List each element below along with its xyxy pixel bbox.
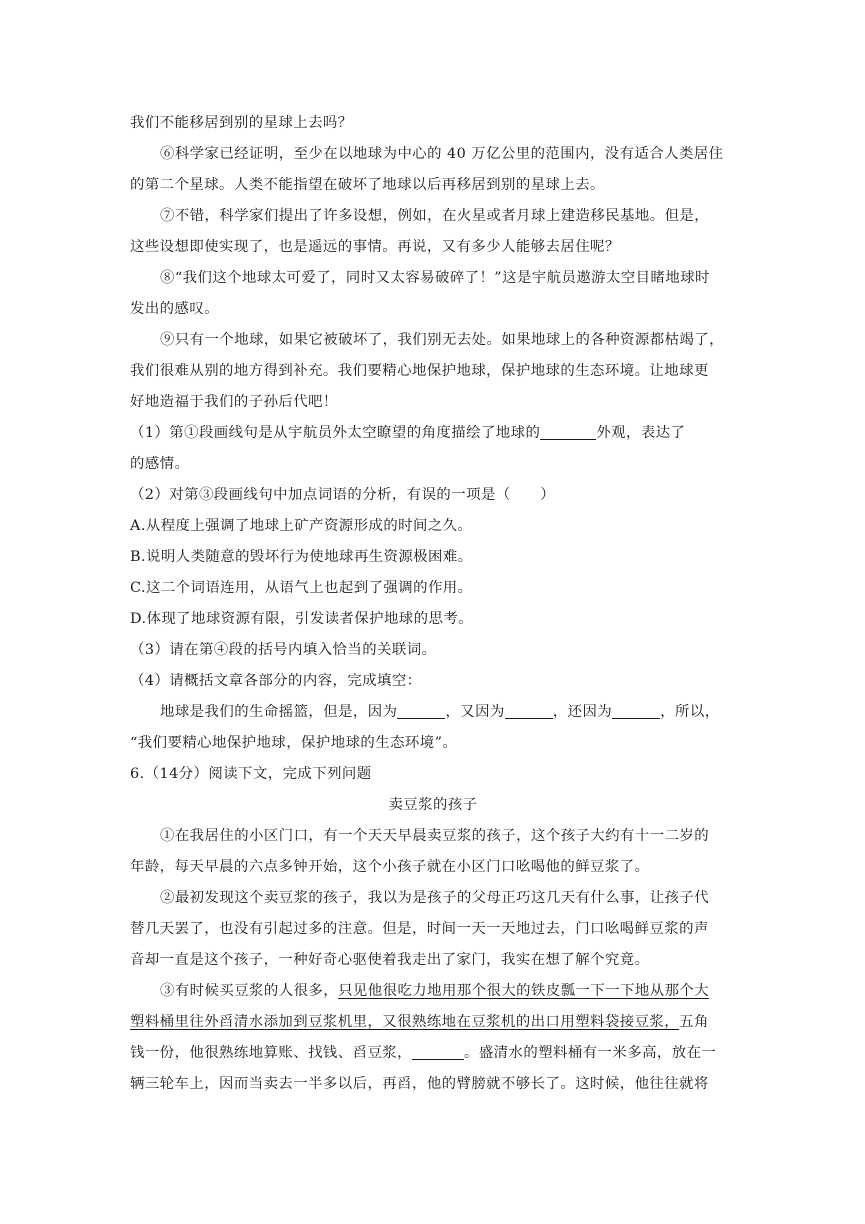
question-1-text-cont: 外观，表达了 bbox=[596, 425, 686, 441]
paragraph-line bbox=[130, 1038, 736, 1069]
article-title: 卖豆浆的孩子 bbox=[388, 797, 478, 813]
question-4-fill-line2: “我们要精心地保护地球，保护地球的生态环境”。 bbox=[130, 735, 458, 751]
passage-line: ⑨只有一个地球，如果它被破坏了，我们别无去处。如果地球上的各种资源都枯竭了， bbox=[160, 332, 724, 348]
option-d: D.体现了地球资源有限，引发读者保护地球的思考。 bbox=[130, 611, 473, 627]
document-page bbox=[130, 108, 736, 1100]
paragraph-line bbox=[130, 976, 736, 1007]
question-3: （3）请在第④段的括号内填入恰当的关联词。 bbox=[130, 642, 437, 658]
answer-blank[interactable] bbox=[612, 702, 660, 719]
paragraph-line: ①在我居住的小区门口，有一个天天早晨卖豆浆的孩子，这个孩子大约有十一二岁的 bbox=[160, 828, 710, 844]
fill-text: 地球是我们的生命摇篮，但是，因为 bbox=[160, 704, 398, 720]
paragraph-line: 替几天罢了，也没有引起过多的注意。但是，时间一天一天地过去，门口吆喝鲜豆浆的声 bbox=[130, 921, 709, 937]
option-a: A.从程度上强调了地球上矿产资源形成的时间之久。 bbox=[130, 518, 473, 534]
question-1-line2: 的感情。 bbox=[130, 456, 190, 472]
paragraph-text: 。盛清水的塑料桶有一米多高，放在一 bbox=[463, 1045, 717, 1061]
question-4: （4）请概括文章各部分的内容，完成填空： bbox=[130, 673, 422, 689]
underlined-sentence: 只见他很吃力地用那个很大的铁皮瓢一下一下地从那个大 bbox=[338, 983, 710, 999]
underlined-sentence: 塑料桶里往外舀清水添加到豆浆机里，又很熟练地在豆浆机的出口用塑料袋接豆浆， bbox=[130, 1014, 680, 1030]
question-4-fill bbox=[130, 697, 736, 728]
paragraph-text: 五角 bbox=[679, 1014, 709, 1030]
passage-line: 好地造福于我们的子孙后代吧！ bbox=[130, 394, 338, 410]
fill-text: ，所以， bbox=[660, 704, 720, 720]
paragraph-text: 钱一份，他很熟练地算账、找钱、舀豆浆， bbox=[130, 1045, 412, 1061]
paragraph-line: 音却一直是这个孩子，一种好奇心驱使着我走出了家门，我实在想了解个究竟。 bbox=[130, 952, 650, 968]
paragraph-text: ③有时候买豆浆的人很多， bbox=[160, 983, 339, 999]
paragraph-line: ②最初发现这个卖豆浆的孩子，我以为是孩子的父母正巧这几天有什么事，让孩子代 bbox=[160, 890, 710, 906]
option-b: B.说明人类随意的毁坏行为使地球再生资源极困难。 bbox=[130, 549, 473, 565]
passage-line: 发出的感叹。 bbox=[130, 301, 220, 317]
answer-blank[interactable] bbox=[397, 702, 445, 719]
passage-line: ⑦不错，科学家们提出了许多设想，例如，在火星或者月球上建造移民基地。但是， bbox=[160, 208, 710, 224]
answer-blank[interactable] bbox=[540, 423, 596, 440]
answer-blank[interactable] bbox=[505, 702, 553, 719]
question-1 bbox=[130, 418, 736, 449]
paragraph-line bbox=[130, 1007, 736, 1038]
passage-line: 这些设想即使实现了，也是遥远的事情。再说，又有多少人能够去居住呢？ bbox=[130, 239, 620, 255]
fill-text: ，又因为 bbox=[445, 704, 505, 720]
question-1-text: （1）第①段画线句是从宇航员外太空瞭望的角度描绘了地球的 bbox=[130, 425, 541, 441]
fill-text: ，还因为 bbox=[552, 704, 613, 720]
passage-line: 我们很难从别的地方得到补充。我们要精心地保护地球，保护地球的生态环境。让地球更 bbox=[130, 363, 709, 379]
passage-line: ⑧“我们这个地球太可爱了，同时又太容易破碎了！”这是宇航员遨游太空目睹地球时 bbox=[160, 270, 710, 286]
section-6-header: 6.（14分）阅读下文，完成下列问题 bbox=[130, 766, 372, 782]
paragraph-line: 年龄，每天早晨的六点多钟开始，这个小孩子就在小区门口吆喝他的鲜豆浆了。 bbox=[130, 859, 650, 875]
paragraph-line: 辆三轮车上，因而当卖去一半多以后，再舀，他的臂膀就不够长了。这时候，他往往就将 bbox=[130, 1076, 709, 1092]
passage-line: ⑥科学家已经证明，至少在以地球为中心的 40 万亿公里的范围内，没有适合人类居住 bbox=[160, 146, 724, 162]
answer-blank[interactable] bbox=[412, 1043, 464, 1060]
question-2: （2）对第③段画线句中加点词语的分析，有误的一项是（ ） bbox=[130, 487, 556, 503]
passage-line: 的第二个星球。人类不能指望在破坏了地球以后再移居到别的星球上去。 bbox=[130, 177, 605, 193]
option-c: C.这二个词语连用，从语气上也起到了强调的作用。 bbox=[130, 580, 473, 596]
passage-line: 我们不能移居到别的星球上去吗？ bbox=[130, 115, 353, 131]
